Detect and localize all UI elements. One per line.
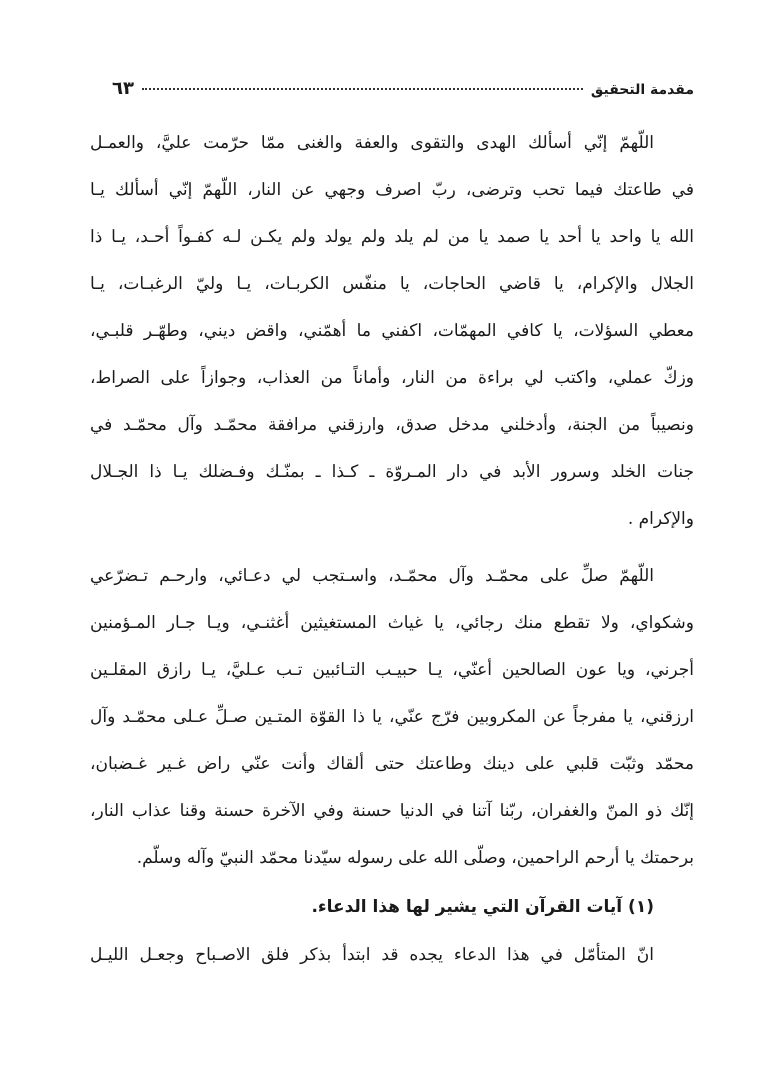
- paragraph-2: [90, 553, 694, 882]
- text-line: الجلال والإكرام، يا قاضي الحاجات، يا منفّس الكربـات، يـا وليّ الرغبـات، يـا: [90, 274, 694, 294]
- chapter-title: مقدمة التحقيق: [590, 82, 694, 98]
- paragraph-1: [90, 120, 694, 543]
- paragraph-3: [90, 932, 694, 979]
- text-line: انّ المتأمّل في هذا الدعاء يجده قد ابتدأ بذكر فلق الاصـباح وجعـل الليـل: [90, 945, 654, 965]
- section-heading: (١) آيات القرآن التي يشير لها هذا الدعاء.: [311, 897, 654, 917]
- text-line: الله يا واحد يا أحد يا صمد يا من لم يلد ولم يولد ولم يكـن لـه كفـواً أحـد، يـا ذا: [90, 227, 694, 247]
- text-line: اللّهمّ إنّي أسألك الهدى والتقوى والعفة والغنى ممّا حرّمت عليَّ، والعمـل: [90, 133, 654, 153]
- text-line: وزكّ عملي، واكتب لي براءة من النار، وأماناً من العذاب، وجوازاً على الصراط،: [90, 368, 694, 388]
- text-line: والإكرام .: [627, 509, 694, 529]
- text-line: جنات الخلد وسرور الأبد في دار المـروّة ـ كـذا ـ بمنّـك وفـضلك يـا ذا الجـلال: [90, 462, 694, 482]
- text-line: معطي السؤلات، يا كافي المهمّات، اكفني ما أهمّني، واقض ديني، وطهّـر قلبـي،: [90, 321, 694, 341]
- dotted-leader: [142, 88, 583, 90]
- text-line: وشكواي، ولا تقطع منك رجائي، يا غياث المستغيثين أغثنـي، ويـا جـار المـؤمنين: [90, 613, 694, 633]
- text-line: اللّهمّ صلِّ على محمّـد وآل محمّـد، واسـتجب لي دعـائي، وارحـم تـضرّعي: [90, 566, 654, 586]
- page-body: [90, 120, 694, 979]
- text-line: في طاعتك فيما تحب وترضى، ربّ اصرف وجهي عن النار، اللّهمّ إنّي أسألك يـا: [90, 180, 694, 200]
- text-line: ونصيباً من الجنة، وأدخلني مدخل صدق، وارزقني مرافقة محمّـد وآل محمّـد في: [90, 415, 694, 435]
- text-line: برحمتك يا أرحم الراحمين، وصلّى الله على رسوله سيّدنا محمّد النبيّ وآله وسلّم.: [136, 848, 694, 868]
- text-line: إنّك ذو المنّ والغفران، ربّنا آتنا في الدنيا حسنة وفي الآخرة حسنة وقنا عذاب النار،: [90, 801, 694, 821]
- page-number: ٦٣: [112, 78, 134, 99]
- running-header: [112, 78, 694, 108]
- paragraph-spacer: [90, 543, 694, 553]
- text-line: ارزقني، يا مفرجاً عن المكروبين فرّج عنّي، يا ذا القوّة المتـين صـلِّ عـلى محمّـد وآل: [90, 707, 694, 727]
- text-line: أجرني، ويا عون الصالحين أعنّي، يـا حبيـب التـائبين تـب عـليَّ، يـا رازق المقلـين: [90, 660, 694, 680]
- text-line: محمّد وثبّت قلبي على دينك وطاعتك حتى ألقاك وأنت عنّي راض غـير غـضبان،: [90, 754, 694, 774]
